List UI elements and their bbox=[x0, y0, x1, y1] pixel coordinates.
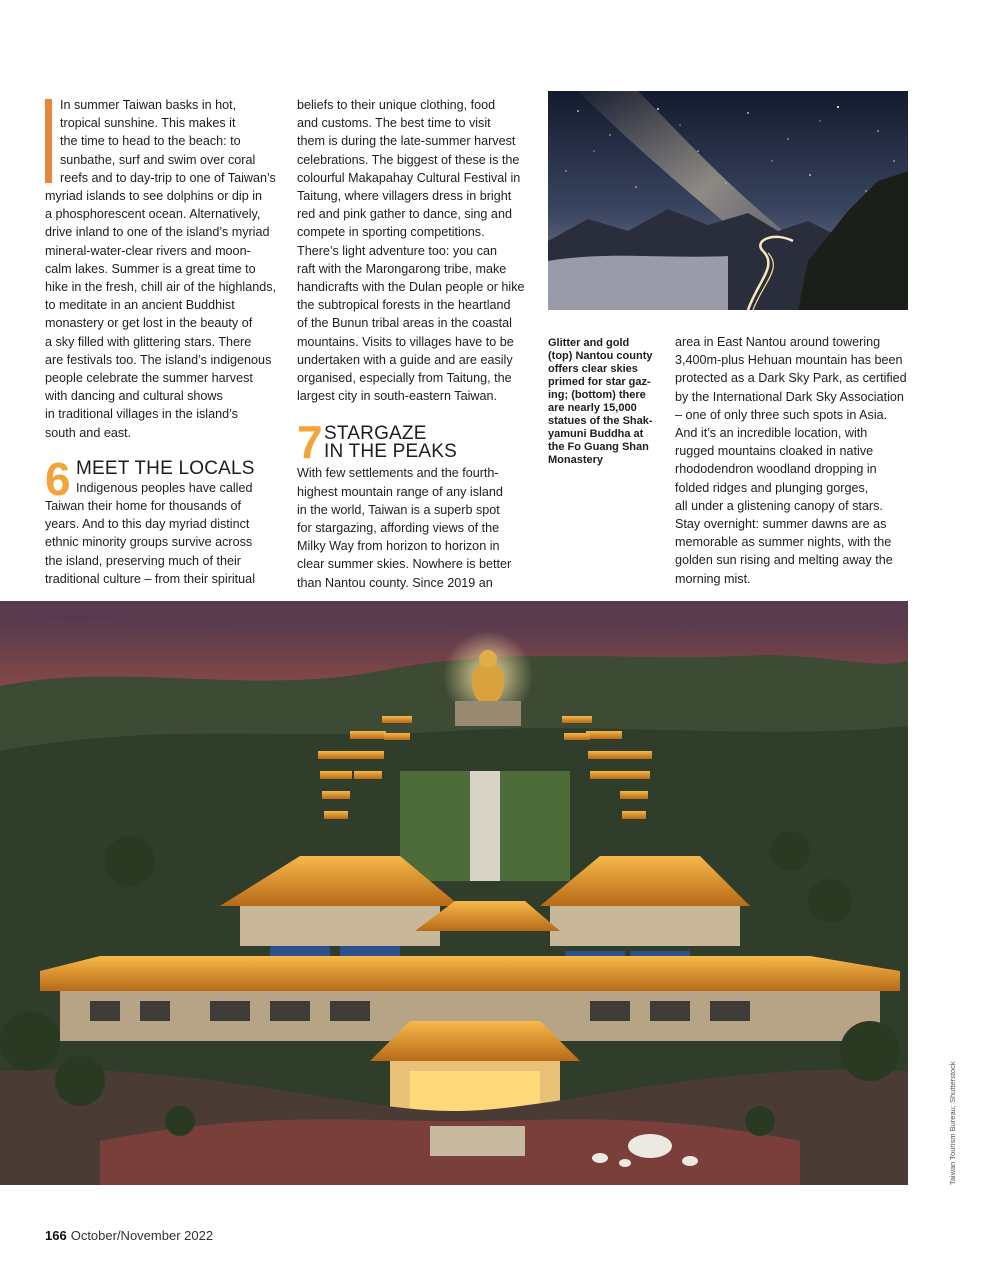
text-line: There’s light adventure too: you can bbox=[297, 243, 497, 258]
page-number: 166 bbox=[45, 1228, 67, 1243]
text-line: in traditional villages in the island’s bbox=[45, 407, 238, 422]
text-line: folded ridges and plunging gorges, bbox=[675, 480, 869, 495]
page-footer bbox=[45, 1228, 213, 1243]
text-line: myriad islands to see dolphins or dip in bbox=[45, 189, 263, 204]
text-line: drive inland to one of the island’s myriad bbox=[45, 225, 270, 240]
text-line: hike in the fresh, chill air of the highlands, bbox=[45, 280, 277, 295]
caption-line: ing; (bottom) there bbox=[548, 389, 646, 401]
text-line: the time to head to the beach: to bbox=[60, 134, 241, 149]
text-line: rhododendron woodland dropping in bbox=[675, 462, 877, 477]
issue-date: October/November 2022 bbox=[70, 1228, 214, 1243]
text-line: reefs and to day-trip to one of Taiwan’s bbox=[60, 170, 276, 185]
text-line: of the Bunun tribal areas in the coastal bbox=[297, 316, 512, 331]
caption-line: (top) Nantou county bbox=[548, 350, 653, 362]
text-line: colourful Makapahay Cultural Festival in bbox=[297, 170, 521, 185]
text-line: to meditate in an ancient Buddhist bbox=[45, 298, 235, 313]
text-line: years. And to this day myriad distinct bbox=[45, 517, 250, 532]
section-7 bbox=[297, 416, 532, 591]
section-6-continued bbox=[297, 96, 532, 405]
text-line: Taitung, where villagers dress in bright bbox=[297, 189, 512, 204]
caption-line: primed for star gaz- bbox=[548, 376, 651, 388]
text-line: with dancing and cultural shows bbox=[45, 389, 223, 404]
caption-heading: Glitter and gold bbox=[548, 337, 630, 349]
text-line: red and pink gather to dance, sing and bbox=[297, 207, 512, 222]
text-line: golden sun rising and melting away the bbox=[675, 553, 893, 568]
text-line: a sky filled with glittering stars. There bbox=[45, 334, 252, 349]
text-line: a phosphorescent ocean. Alternatively, bbox=[45, 207, 261, 222]
section-number: 7 bbox=[297, 416, 323, 469]
text-line: all under a glistening canopy of stars. bbox=[675, 498, 883, 513]
text-line: for stargazing, affording views of the bbox=[297, 521, 500, 536]
text-line: traditional culture – from their spiritual bbox=[45, 571, 255, 586]
monastery-photo bbox=[0, 601, 908, 1185]
section-title-line-2: IN THE PEAKS bbox=[324, 441, 457, 463]
caption-line: yamuni Buddha at bbox=[548, 428, 644, 440]
text-line: – one of only three such spots in Asia. bbox=[675, 407, 888, 422]
fo-guang-shan-monastery-image bbox=[0, 601, 908, 1185]
text-line: morning mist. bbox=[675, 571, 751, 586]
text-line: Indigenous peoples have called bbox=[76, 480, 253, 495]
section-number: 6 bbox=[45, 452, 71, 505]
text-line: With few settlements and the fourth- bbox=[297, 466, 499, 481]
text-line: them is during the late-summer harvest bbox=[297, 134, 516, 149]
text-line: mineral-water-clear rivers and moon- bbox=[45, 243, 251, 258]
section-title-line-1: STARGAZE bbox=[324, 423, 427, 445]
section-6 bbox=[45, 452, 281, 588]
text-line: area in East Nantou around towering bbox=[675, 335, 881, 349]
text-column-4 bbox=[675, 333, 911, 588]
text-line: memorable as summer nights, with the bbox=[675, 535, 892, 550]
text-line: rugged mountains cloaked in native bbox=[675, 444, 874, 459]
text-column-2 bbox=[297, 96, 532, 592]
text-line: In summer Taiwan basks in hot, bbox=[60, 98, 237, 112]
text-line: protected as a Dark Sky Park, as certified bbox=[675, 371, 907, 386]
text-line: raft with the Marongarong tribe, make bbox=[297, 261, 507, 276]
text-line: clear summer skies. Nowhere is better bbox=[297, 557, 512, 572]
text-line: largest city in south-eastern Taiwan. bbox=[297, 389, 497, 404]
text-line: ethnic minority groups survive across bbox=[45, 535, 253, 550]
text-line: sunbathe, surf and swim over coral bbox=[60, 152, 256, 167]
text-line: Milky Way from horizon to horizon in bbox=[297, 539, 500, 554]
text-line: beliefs to their unique clothing, food bbox=[297, 98, 496, 112]
caption-line: statues of the Shak- bbox=[548, 415, 653, 427]
photo-credit: Taiwan Tourism Bureau; Shutterstock bbox=[948, 1061, 957, 1185]
text-line: the island, preserving much of their bbox=[45, 553, 242, 568]
text-line: undertaken with a guide and are easily bbox=[297, 352, 513, 367]
text-line: And it’s an incredible location, with bbox=[675, 426, 868, 441]
text-line: than Nantou county. Since 2019 an bbox=[297, 575, 493, 590]
text-line: celebrations. The biggest of these is the bbox=[297, 152, 520, 167]
photo-caption bbox=[548, 337, 658, 467]
text-line: south and east. bbox=[45, 425, 132, 440]
text-line: monastery or get lost in the beauty of bbox=[45, 316, 253, 331]
caption-line: Monastery bbox=[548, 454, 604, 466]
text-line: by the International Dark Sky Association bbox=[675, 389, 904, 404]
text-line: are festivals too. The island’s indigenous bbox=[45, 352, 272, 367]
text-line: Stay overnight: summer dawns are as bbox=[675, 517, 887, 532]
text-line: highest mountain range of any island bbox=[297, 484, 503, 499]
text-line: and customs. The best time to visit bbox=[297, 116, 491, 131]
stargazing-photo bbox=[548, 91, 908, 310]
section-title: MEET THE LOCALS bbox=[76, 457, 255, 479]
intro-paragraph bbox=[45, 96, 281, 442]
text-line: the subtropical forests in the heartland bbox=[297, 298, 511, 313]
caption-line: the Fo Guang Shan bbox=[548, 441, 649, 453]
text-line: compete in sporting competitions. bbox=[297, 225, 485, 240]
text-line: Taiwan their home for thousands of bbox=[45, 499, 242, 514]
text-line: in the world, Taiwan is a superb spot bbox=[297, 502, 500, 517]
text-line: mountains. Visits to villages have to be bbox=[297, 334, 514, 349]
caption-line: are nearly 15,000 bbox=[548, 402, 637, 414]
text-line: organised, especially from Taitung, the bbox=[297, 371, 512, 386]
night-sky-mountains-image bbox=[548, 91, 908, 310]
text-line: handicrafts with the Dulan people or hike bbox=[297, 280, 525, 295]
text-line: 3,400m-plus Hehuan mountain has been bbox=[675, 353, 903, 368]
text-column-1 bbox=[45, 96, 281, 588]
text-line: tropical sunshine. This makes it bbox=[60, 116, 236, 131]
text-line: calm lakes. Summer is a great time to bbox=[45, 261, 256, 276]
caption-line: offers clear skies bbox=[548, 363, 638, 375]
text-line: people celebrate the summer harvest bbox=[45, 371, 253, 386]
